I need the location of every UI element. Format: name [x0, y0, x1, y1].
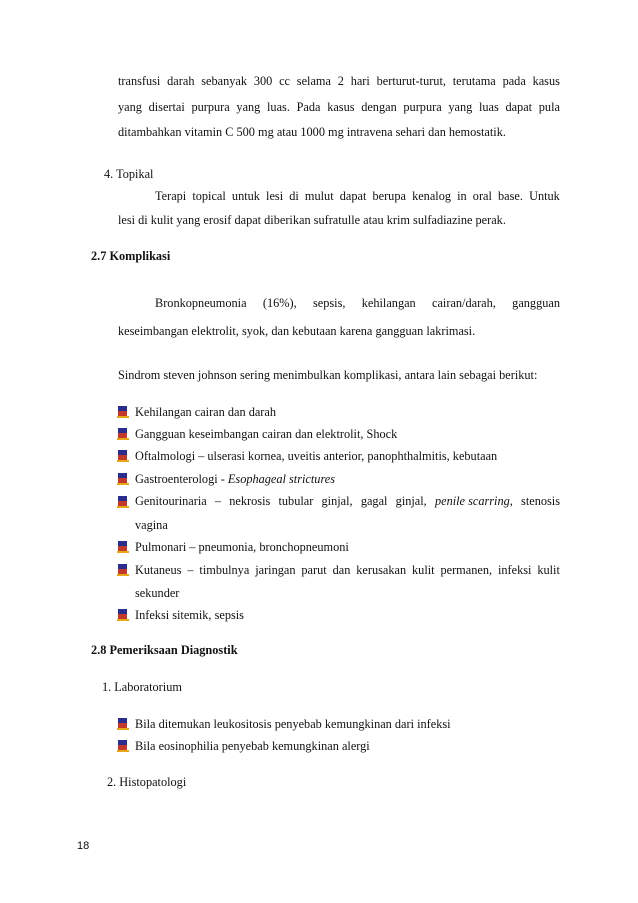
subsection-heading: 2. Histopatologi — [107, 775, 187, 789]
list-item-continuation: vagina — [135, 518, 168, 532]
paragraph-line: keseimbangan elektrolit, syok, dan kebutaan karena gangguan lakrimasi. — [118, 324, 476, 338]
list-item: Genitourinaria – nekrosis tubular ginjal, gagal ginjal, penile scarring, stenosis — [135, 494, 560, 508]
paragraph-line: yang disertai purpura yang luas. Pada kasus dengan purpura yang luas dapat pula — [118, 100, 560, 114]
list-item: Gastroenterologi - Esophageal strictures — [135, 472, 336, 486]
paragraph-line: lesi di kulit yang erosif dapat diberikan sufratulle atau krim sulfadiazine perak. — [118, 213, 506, 227]
bullet-icon — [117, 541, 129, 553]
page-number: 18 — [77, 840, 90, 852]
paragraph-line: Sindrom steven johnson sering menimbulkan komplikasi, antara lain sebagai berikut: — [118, 368, 538, 382]
bullet-icon — [117, 609, 129, 621]
list-item: Kehilangan cairan dan darah — [135, 405, 276, 419]
list-item-continuation: sekunder — [135, 586, 180, 600]
paragraph-line: Terapi topical untuk lesi di mulut dapat berupa kenalog in oral base. Untuk — [155, 189, 560, 203]
bullet-icon — [117, 406, 129, 418]
subsection-heading: 1. Laboratorium — [102, 680, 182, 694]
list-item: Gangguan keseimbangan cairan dan elektrolit, Shock — [135, 427, 398, 441]
list-item: Infeksi sitemik, sepsis — [135, 608, 244, 622]
list-item: Kutaneus – timbulnya jaringan parut dan kerusakan kulit permanen, infeksi kulit — [135, 563, 560, 577]
paragraph-line: ditambahkan vitamin C 500 mg atau 1000 mg intravena sehari dan hemostatik. — [118, 125, 506, 139]
bullet-icon — [117, 740, 129, 752]
bullet-icon — [117, 718, 129, 730]
paragraph-line: Bronkopneumonia (16%), sepsis, kehilangan cairan/darah, gangguan — [155, 296, 560, 310]
section-item-heading: 4. Topikal — [104, 167, 154, 181]
section-heading: 2.7 Komplikasi — [91, 249, 171, 263]
list-item: Bila ditemukan leukositosis penyebab kemungkinan dari infeksi — [135, 717, 451, 731]
bullet-icon — [117, 473, 129, 485]
list-item: Oftalmologi – ulserasi kornea, uveitis anterior, panophthalmitis, kebutaan — [135, 449, 498, 463]
section-heading: 2.8 Pemeriksaan Diagnostik — [91, 643, 238, 657]
bullet-icon — [117, 496, 129, 508]
bullet-icon — [117, 428, 129, 440]
list-item: Pulmonari – pneumonia, bronchopneumoni — [135, 540, 349, 554]
bullet-icon — [117, 564, 129, 576]
bullet-icon — [117, 450, 129, 462]
list-item: Bila eosinophilia penyebab kemungkinan alergi — [135, 739, 370, 753]
paragraph-line: transfusi darah sebanyak 300 cc selama 2 hari berturut-turut, terutama pada kasus — [118, 74, 560, 88]
